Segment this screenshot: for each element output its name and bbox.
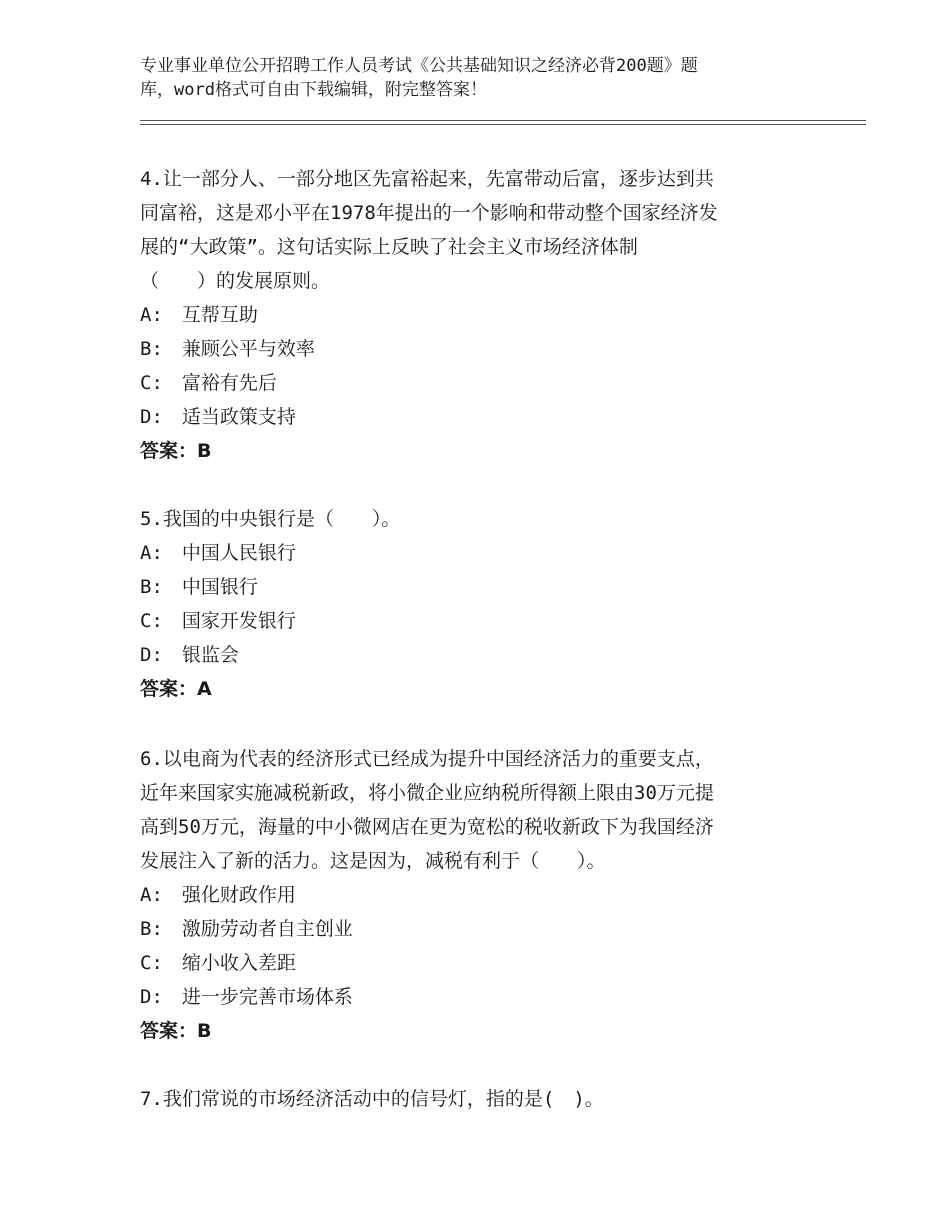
question-6 — [140, 742, 840, 1048]
question-7 — [140, 1082, 840, 1116]
question-stem-line: 近年来国家实施减税新政，将小微企业应纳税所得额上限由30万元提 — [140, 782, 714, 804]
question-stem-line: 高到50万元，海量的中小微网店在更为宽松的税收新政下为我国经济 — [140, 816, 714, 838]
option-a: A: 互帮互助 — [140, 304, 258, 326]
question-stem-line: 5.我国的中央银行是（ ）。 — [140, 508, 401, 530]
question-stem-line: （ ）的发展原则。 — [140, 270, 331, 292]
question-5 — [140, 502, 840, 706]
question-stem-line: 6.以电商为代表的经济形式已经成为提升中国经济活力的重要支点， — [140, 748, 714, 770]
option-a: A: 强化财政作用 — [140, 884, 296, 906]
option-c: C: 富裕有先后 — [140, 372, 277, 394]
option-b: B: 兼顾公平与效率 — [140, 338, 315, 360]
option-b: B: 中国银行 — [140, 576, 258, 598]
option-c: C: 国家开发银行 — [140, 610, 296, 632]
option-d: D: 适当政策支持 — [140, 406, 296, 428]
option-d: D: 银监会 — [140, 644, 239, 666]
question-stem-line: 展的“大政策”。这句话实际上反映了社会主义市场经济体制 — [140, 236, 638, 258]
header-divider — [140, 120, 866, 125]
answer-label: 答案：B — [140, 1020, 212, 1042]
answer-label: 答案：A — [140, 678, 212, 700]
document-header — [140, 54, 820, 102]
option-a: A: 中国人民银行 — [140, 542, 296, 564]
option-c: C: 缩小收入差距 — [140, 952, 296, 974]
option-d: D: 进一步完善市场体系 — [140, 986, 353, 1008]
header-line-1: 专业事业单位公开招聘工作人员考试《公共基础知识之经济必背200题》题 — [140, 56, 698, 76]
question-stem-line: 发展注入了新的活力。这是因为，减税有利于（ ）。 — [140, 850, 606, 872]
question-stem-line: 同富裕，这是邓小平在1978年提出的一个影响和带动整个国家经济发 — [140, 202, 718, 224]
question-stem-line: 7.我们常说的市场经济活动中的信号灯，指的是( )。 — [140, 1088, 604, 1110]
question-stem-line: 4.让一部分人、一部分地区先富裕起来，先富带动后富，逐步达到共 — [140, 168, 714, 190]
option-b: B: 激励劳动者自主创业 — [140, 918, 353, 940]
header-line-2: 库，word格式可自由下载编辑，附完整答案！ — [140, 80, 487, 100]
question-4 — [140, 162, 840, 468]
answer-label: 答案：B — [140, 440, 212, 462]
